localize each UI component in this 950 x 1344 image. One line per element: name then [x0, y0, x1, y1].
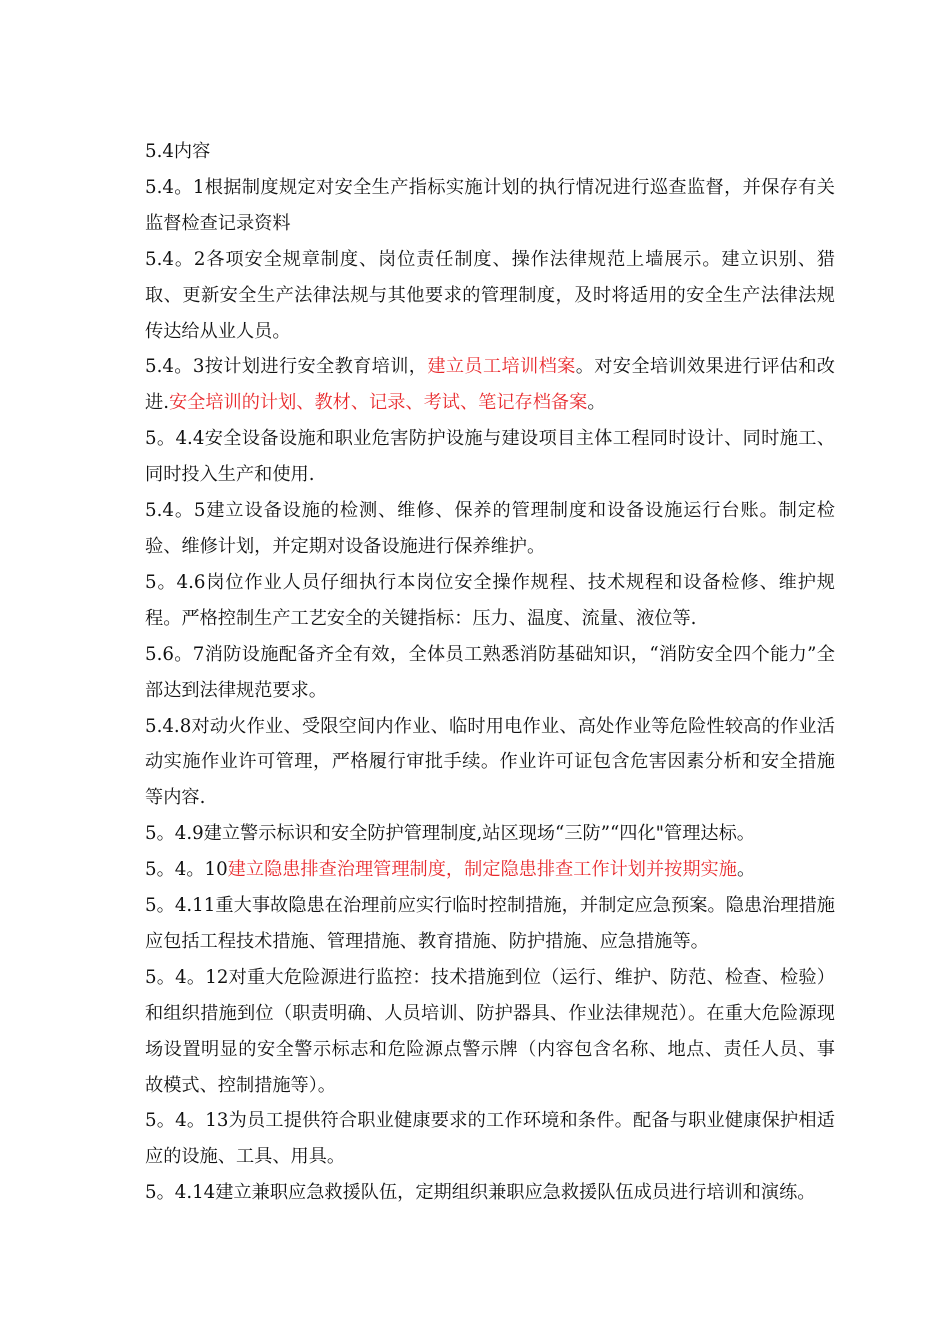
body-text: 5。4.6岗位作业人员仔细执行本岗位安全操作规程、技术规程和设备检修、维护规程。严格控制生产工艺安全的关键指标：压力、温度、流量、液位等.	[145, 571, 835, 629]
body-text: 5.4。3按计划进行安全教育培训，	[145, 356, 428, 378]
paragraph-p5	[145, 493, 835, 565]
body-text: 。	[587, 392, 606, 414]
body-text: 5。4.14建立兼职应急救援队伍，定期组织兼职应急救援队伍成员进行培训和演练。	[145, 1182, 816, 1204]
body-text: 。对安全培训效果进行评估和改进.	[145, 356, 835, 414]
body-text: 5。4。10	[145, 859, 228, 881]
paragraph-p6	[145, 565, 835, 637]
paragraph-p1	[145, 170, 835, 242]
paragraph-p9	[145, 816, 835, 852]
body-text: 5.4。1根据制度规定对安全生产指标实施计划的执行情况进行巡查监督，并保存有关监督检查记录资料	[145, 176, 835, 234]
body-text: 5。4.4安全设备设施和职业危害防护设施与建设项目主体工程同时设计、同时施工、同时投入生产和使用.	[145, 428, 835, 486]
paragraph-p8	[145, 709, 835, 817]
paragraph-p3	[145, 349, 835, 421]
body-text: 5。4.9建立警示标识和安全防护管理制度,站区现场“三防”“四化"管理达标。	[145, 823, 755, 845]
paragraph-p14	[145, 1175, 835, 1211]
body-text: 5.4。2各项安全规章制度、岗位责任制度、操作法律规范上墙展示。建立识别、猎取、更新安全生产法律法规与其他要求的管理制度，及时将适用的安全生产法律法规传达给从业人员。	[145, 248, 835, 342]
paragraph-p12	[145, 960, 835, 1104]
body-text: 5.6。7消防设施配备齐全有效，全体员工熟悉消防基础知识，“消防安全四个能力”全部达到法律规范要求。	[145, 643, 835, 701]
section-heading: 5.4内容	[145, 141, 211, 162]
body-text: 5。4。13为员工提供符合职业健康要求的工作环境和条件。配备与职业健康保护相适应的设施、工具、用具。	[145, 1110, 835, 1168]
highlighted-text: 建立隐患排查治理管理制度，制定隐患排查工作计划并按期实施	[227, 859, 737, 881]
body-text: 5.4.8对动火作业、受限空间内作业、临时用电作业、高处作业等危险性较高的作业活动实施作业许可管理，严格履行审批手续。作业许可证包含危害因素分析和安全措施等内容.	[145, 715, 835, 809]
document-page	[145, 134, 835, 1211]
paragraph-p11	[145, 888, 835, 960]
paragraph-p2	[145, 242, 835, 350]
body-text: 5。4。12对重大危险源进行监控：技术措施到位（运行、维护、防范、检查、检验）和组织措施到位（职责明确、人员培训、防护器具、作业法律规范）。在重大危险源现场设置明显的安全警示标志和危险源点警示牌（内容包含名称、地点、责任人员、事故模式、控制措施等）。	[145, 966, 835, 1096]
paragraph-list	[145, 170, 835, 1211]
body-text: 5.4。5建立设备设施的检测、维修、保养的管理制度和设备设施运行台账。制定检验、维修计划，并定期对设备设施进行保养维护。	[145, 500, 835, 557]
body-text: 。	[736, 859, 756, 881]
paragraph-p10	[145, 852, 835, 888]
body-text: 5。4.11重大事故隐患在治理前应实行临时控制措施，并制定应急预案。隐患治理措施应包括工程技术措施、管理措施、教育措施、防护措施、应急措施等。	[145, 895, 835, 952]
highlighted-text: 安全培训的计划、教材、记录、考试、笔记存档备案	[168, 392, 588, 414]
paragraph-p4	[145, 421, 835, 493]
highlighted-text: 建立员工培训档案	[427, 356, 576, 378]
paragraph-p13	[145, 1103, 835, 1175]
paragraph-p7	[145, 637, 835, 709]
